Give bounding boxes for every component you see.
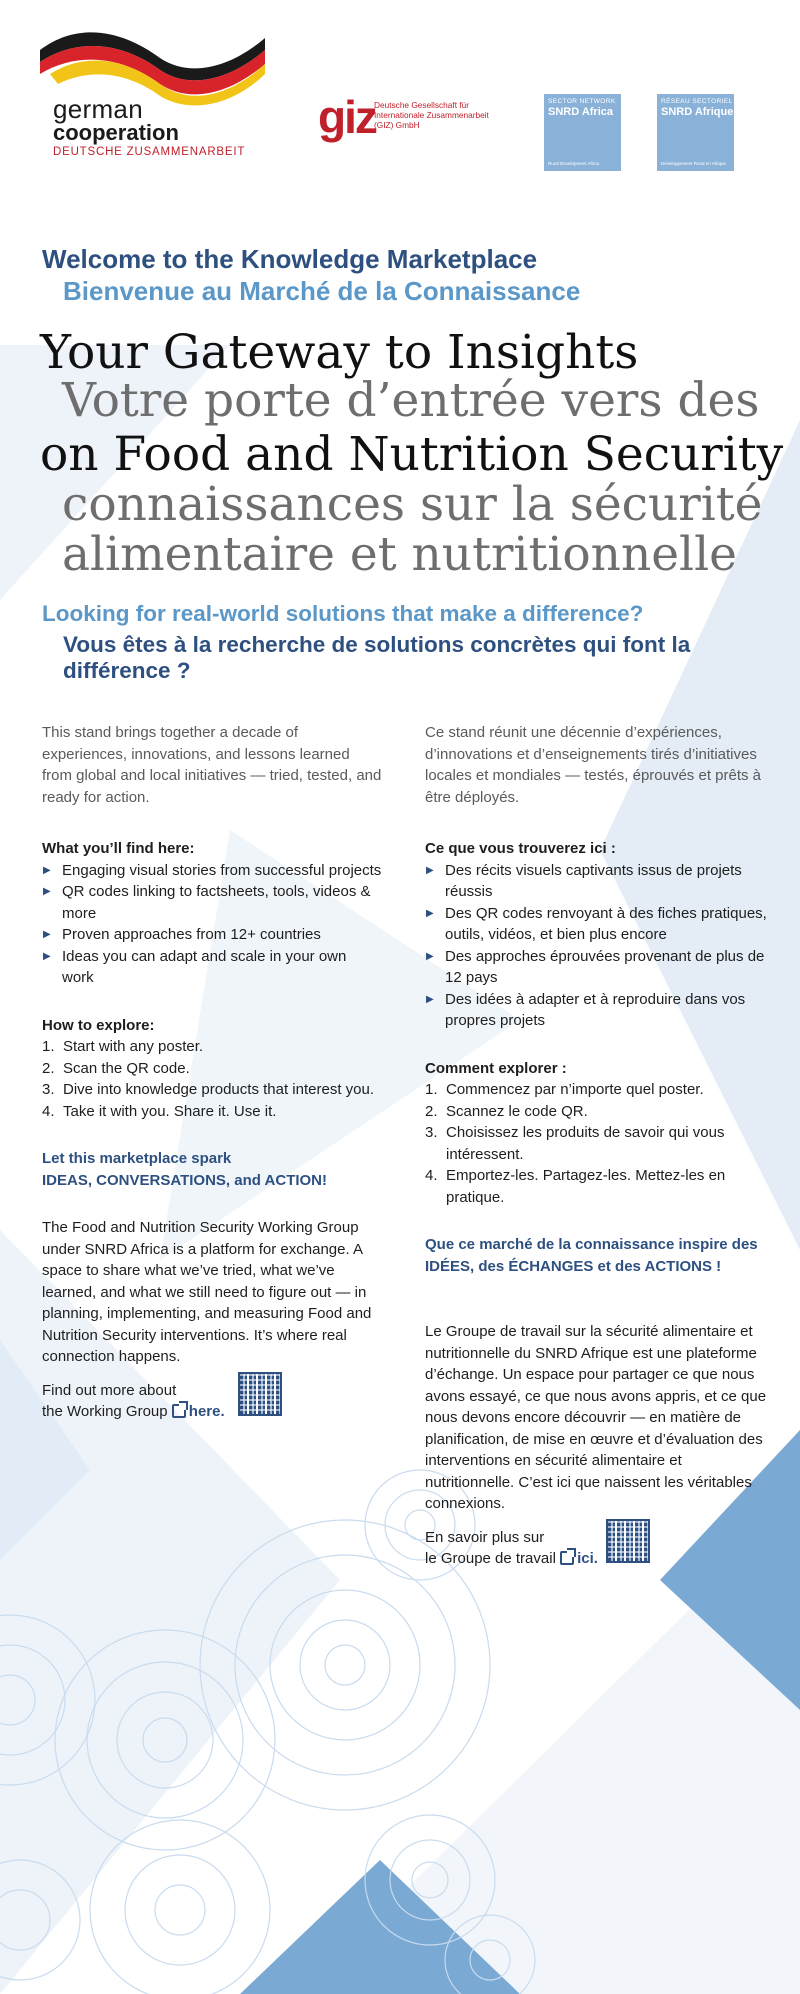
badge-title: SNRD Africa bbox=[548, 106, 613, 118]
step-text: Scan the QR code. bbox=[63, 1059, 190, 1077]
list-item bbox=[42, 1036, 382, 1058]
list-item bbox=[42, 1079, 382, 1101]
badge-footer: Développement Rural en Afrique bbox=[661, 161, 727, 166]
gateway-title-line5: alimentaire et nutritionnelle bbox=[62, 527, 737, 582]
step-number: 3. bbox=[42, 1081, 55, 1098]
spark-line2: IDÉES, des ÉCHANGES et des ACTIONS ! bbox=[425, 1257, 722, 1275]
spark-line1: Let this marketplace spark bbox=[42, 1150, 232, 1167]
list-item bbox=[425, 1122, 770, 1165]
step-number: 3. bbox=[425, 1124, 438, 1141]
step-text: Emportez-les. Partagez-les. Mettez-les en pratique. bbox=[446, 1167, 726, 1206]
working-group-paragraph: Le Groupe de travail sur la sécurité alimentaire et nutritionnelle du SNRD Afrique est une plateforme d’échange. Un espace pour partager ce que nous avons essayé, ce que nous avons appris, et ce que nous devons encore découvrir — en matière de planification, de mise en œuvre et d’évaluation des interventions en sécurité alimentaire et nutritionnelle. C’est ici que naissent les véritables connexions. bbox=[425, 1323, 767, 1512]
welcome-heading-en: Welcome to the Knowledge Marketplace bbox=[42, 244, 538, 274]
working-group-paragraph: The Food and Nutrition Security Working Group under SNRD Africa is a platform for exchange. A space to share what we’ve tried, what we’ve learned, and what we still need to figure out — in planning, implementing, and measuring Food and Nutrition Security interventions. It’s where real connection happens. bbox=[42, 1219, 372, 1365]
step-text: Take it with you. Share it. Use it. bbox=[63, 1102, 277, 1120]
step-number: 1. bbox=[425, 1081, 438, 1098]
deutsche-zusammenarbeit-text: DEUTSCHE ZUSAMMENARBEIT bbox=[53, 146, 246, 158]
step-text: Dive into knowledge products that interest you. bbox=[63, 1081, 375, 1098]
find-list bbox=[42, 860, 382, 989]
gateway-title-line2: Votre porte d’entrée vers des bbox=[62, 373, 760, 428]
snrd-afrique-badge bbox=[657, 94, 734, 171]
german-text: german bbox=[53, 94, 143, 124]
list-item: ▶ Proven approaches from 12+ countries bbox=[42, 924, 382, 946]
list-item bbox=[42, 1058, 382, 1080]
here-link[interactable]: here. bbox=[188, 1403, 225, 1420]
badge-network-label: RÉSEAU SECTORIEL bbox=[661, 98, 733, 105]
french-column bbox=[425, 722, 770, 1570]
badge-network-label: SECTOR NETWORK bbox=[548, 98, 616, 105]
list-item bbox=[425, 1079, 770, 1101]
explore-title: Comment explorer : bbox=[425, 1059, 567, 1077]
findout-line1: En savoir plus sur bbox=[425, 1528, 545, 1546]
spark-line1: Que ce marché de la connaissance inspire des bbox=[425, 1236, 758, 1253]
spark-callout bbox=[425, 1234, 770, 1277]
step-number: 2. bbox=[425, 1102, 438, 1120]
spark-callout bbox=[42, 1148, 382, 1191]
gateway-title-line4: connaissances sur la sécurité bbox=[62, 477, 763, 532]
step-number: 1. bbox=[42, 1038, 55, 1055]
list-item bbox=[425, 1101, 770, 1123]
external-link-icon bbox=[172, 1404, 186, 1418]
step-text: Start with any poster. bbox=[63, 1038, 204, 1055]
giz-wordmark: giz bbox=[318, 91, 376, 143]
qr-code-icon[interactable] bbox=[608, 1521, 648, 1561]
list-item: ▶ Des idées à adapter et à reproduire dans vos propres projets bbox=[425, 989, 770, 1032]
list-item: ▶ Engaging visual stories from successful projects bbox=[42, 860, 382, 882]
find-title: What you’ll find here: bbox=[42, 840, 195, 857]
list-item: ▶ Des approches éprouvées provenant de plus de 12 pays bbox=[425, 946, 770, 989]
explore-list bbox=[42, 1036, 382, 1122]
welcome-heading-fr: Bienvenue au Marché de la Connaissance bbox=[63, 276, 581, 306]
list-item: ▶ QR codes linking to factsheets, tools, videos & more bbox=[42, 881, 382, 924]
spark-line2: IDEAS, CONVERSATIONS, and ACTION! bbox=[42, 1171, 328, 1189]
english-column bbox=[42, 722, 382, 1423]
looking-subheading-en: Looking for real-world solutions that make a difference? bbox=[42, 601, 644, 626]
step-number: 4. bbox=[42, 1102, 55, 1120]
badge-title: SNRD Afrique bbox=[661, 106, 734, 118]
findout-line1: Find out more about bbox=[42, 1381, 177, 1399]
step-number: 2. bbox=[42, 1059, 55, 1077]
list-item bbox=[425, 1165, 770, 1208]
find-out-more bbox=[42, 1380, 382, 1423]
explore-title: How to explore: bbox=[42, 1016, 155, 1034]
snrd-africa-badge bbox=[544, 94, 621, 171]
find-out-more bbox=[425, 1527, 770, 1570]
step-text: Choisissez les produits de savoir qui vous intéressent. bbox=[446, 1124, 725, 1163]
list-item: ▶ Des récits visuels captivants issus de projets réussis bbox=[425, 860, 770, 903]
find-title: Ce que vous trouverez ici : bbox=[425, 840, 616, 857]
find-list bbox=[425, 860, 770, 1032]
step-text: Commencez par n’importe quel poster. bbox=[446, 1081, 704, 1098]
gateway-title-line3: on Food and Nutrition Security bbox=[40, 427, 784, 482]
list-item: ▶ Des QR codes renvoyant à des fiches pratiques, outils, vidéos, et bien plus encore bbox=[425, 903, 770, 946]
external-link-icon bbox=[560, 1551, 574, 1565]
list-item bbox=[42, 1101, 382, 1123]
giz-logo bbox=[318, 91, 498, 143]
gateway-title-line1: Your Gateway to Insights bbox=[40, 325, 639, 380]
step-number: 4. bbox=[425, 1167, 438, 1184]
explore-list bbox=[425, 1079, 770, 1208]
looking-subheading-fr: Vous êtes à la recherche de solutions concrètes qui font la différence ? bbox=[63, 632, 691, 683]
intro-text: Ce stand réunit une décennie d’expériences, d’innovations et d’enseignements tirés d’initiatives locales et mondiales — testés, éprouvés et prêts à être déployés. bbox=[425, 724, 762, 806]
intro-text: This stand brings together a decade of experiences, innovations, and lessons learned from global and local initiatives — tried, tested, and ready for action. bbox=[42, 724, 382, 806]
step-text: Scannez le code QR. bbox=[446, 1102, 588, 1120]
giz-fullname: Deutsche Gesellschaft für Internationale Zusammenarbeit (GIZ) GmbH bbox=[374, 100, 489, 130]
german-cooperation-logo bbox=[40, 28, 270, 168]
findout-line2: the Working Group bbox=[42, 1403, 168, 1420]
findout-line2: le Groupe de travail bbox=[425, 1550, 556, 1567]
cooperation-text: cooperation bbox=[53, 120, 179, 145]
qr-code-icon[interactable] bbox=[240, 1374, 280, 1414]
ici-link[interactable]: ici. bbox=[577, 1550, 598, 1567]
badge-footer: Rural Development Africa bbox=[548, 161, 600, 166]
list-item: ▶ Ideas you can adapt and scale in your own work bbox=[42, 946, 382, 989]
